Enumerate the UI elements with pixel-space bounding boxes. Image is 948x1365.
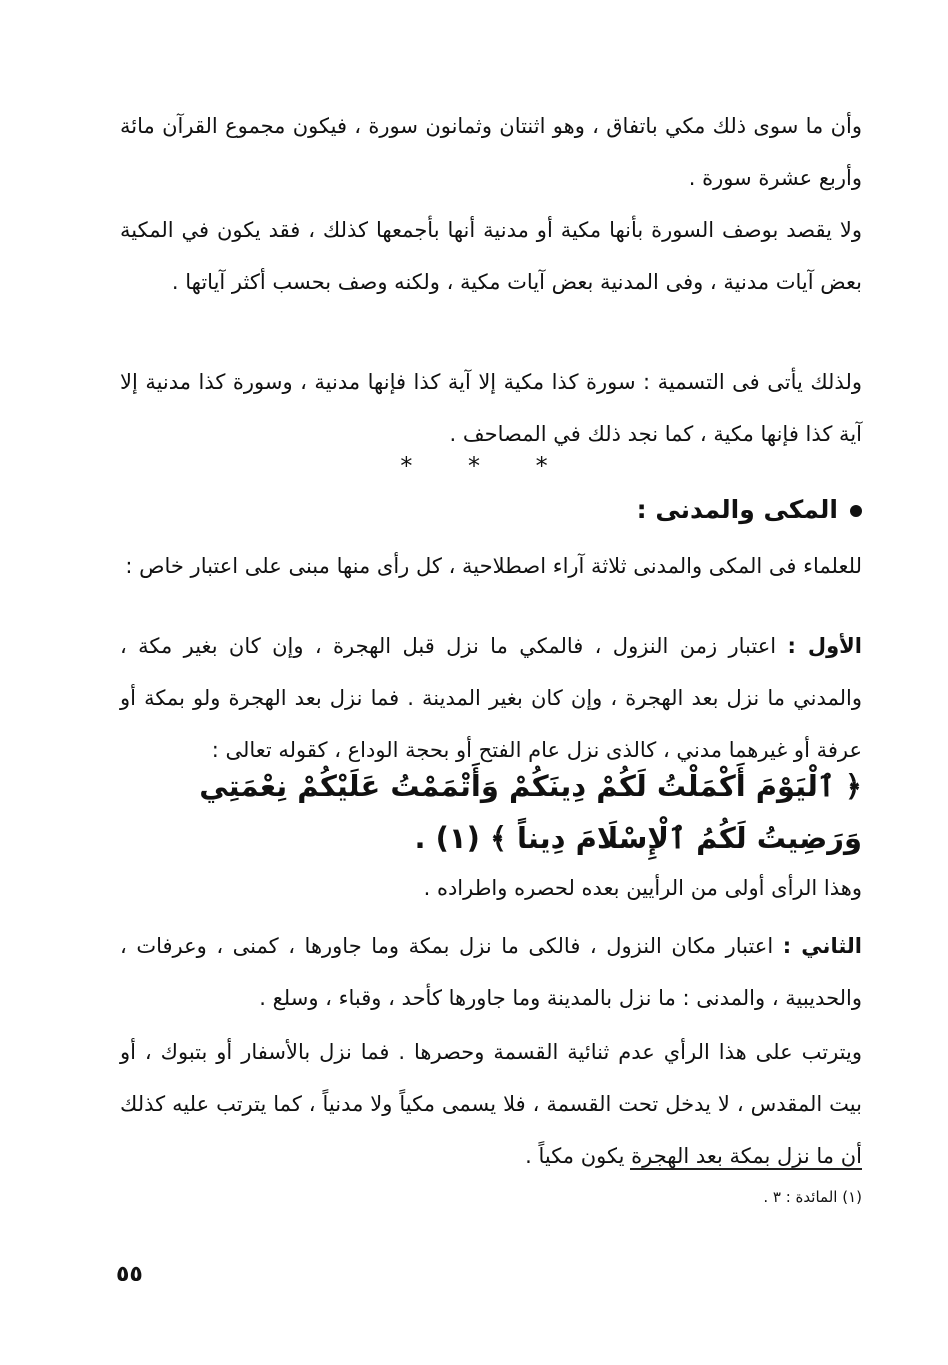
bullet-icon [850,505,862,517]
footnote: (١) المائدة : ٣ . [763,1188,862,1206]
first-opinion-lead: الأول : [787,634,862,658]
second-opinion-consequence: ويترتب على هذا الرأي عدم ثنائية القسمة وحصرها . فما نزل بالأسفار أو بتبوك ، أو بيت المقدس ، لا يدخل تحت القسمة ، فلا يسمى مكياً ولا مدنياً ، كما يترتب عليه كذلك أن ما نزل بمكة بعد الهجرة يكون مكياً . [120,1040,862,1168]
quran-verse: ﴿ ٱلْيَوْمَ أَكْمَلْتُ لَكُمْ دِينَكُمْ وَأَتْمَمْتُ عَلَيْكُمْ نِعْمَتِي وَرَضِيتُ لَكُمُ ٱلْإِسْلَامَ دِيناً ﴾ (١) . [199,769,862,855]
section-intro: للعلماء فى المكى والمدنى ثلاثة آراء اصطلاحية ، كل رأى منها مبنى على اعتبار خاص : [125,554,862,578]
section-heading [637,488,862,532]
separator-star: * [468,452,480,480]
section-separator [0,452,948,480]
section-heading-text: المكى والمدنى : [636,495,838,524]
paragraph-2: ولا يقصد بوصف السورة بأنها مكية أو مدنية أنها بأجمعها كذلك ، فقد يكون في المكية بعض آيات مدنية ، وفى المدنية بعض آيات مكية ، ولكنه وصف بحسب أكثر آياتها . [120,218,862,294]
second-opinion-lead: الثاني : [782,934,862,958]
second-opinion [120,920,862,1024]
page-number: ٥٥ [116,1262,143,1287]
first-opinion [120,620,862,776]
paragraph-1: وأن ما سوى ذلك مكي باتفاق ، وهو اثنتان وثمانون سورة ، فيكون مجموع القرآن مائة وأربع عشرة سورة . [120,114,862,190]
first-opinion-note: وهذا الرأى أولى من الرأيين بعده لحصره واطراده . [423,876,862,900]
footnote-divider [630,1168,862,1170]
separator-star: * [400,452,413,480]
first-opinion-body: اعتبار زمن النزول ، فالمكي ما نزل قبل الهجرة ، وإن كان بغير مكة ، والمدني ما نزل بعد الهجرة ، وإن كان بغير المدينة . فما نزل بعد الهجرة ولو بمكة أو عرفة أو غيرهما مدني ، كالذى نزل عام الفتح أو بحجة الوداع ، كقوله تعالى : [120,634,862,762]
second-opinion-body: اعتبار مكان النزول ، فالكى ما نزل بمكة وما جاورها ، كمنى ، وعرفات ، والحديبية ، والمدنى : ما نزل بالمدينة وما جاورها كأحد ، وقباء ، وسلع . [120,934,862,1010]
separator-star: * [535,452,548,480]
paragraph-3: ولذلك يأتى فى التسمية : سورة كذا مكية إلا آية كذا فإنها مدنية ، وسورة كذا مدنية إلا آية كذا فإنها مكية ، كما نجد ذلك في المصاحف . [120,370,862,446]
